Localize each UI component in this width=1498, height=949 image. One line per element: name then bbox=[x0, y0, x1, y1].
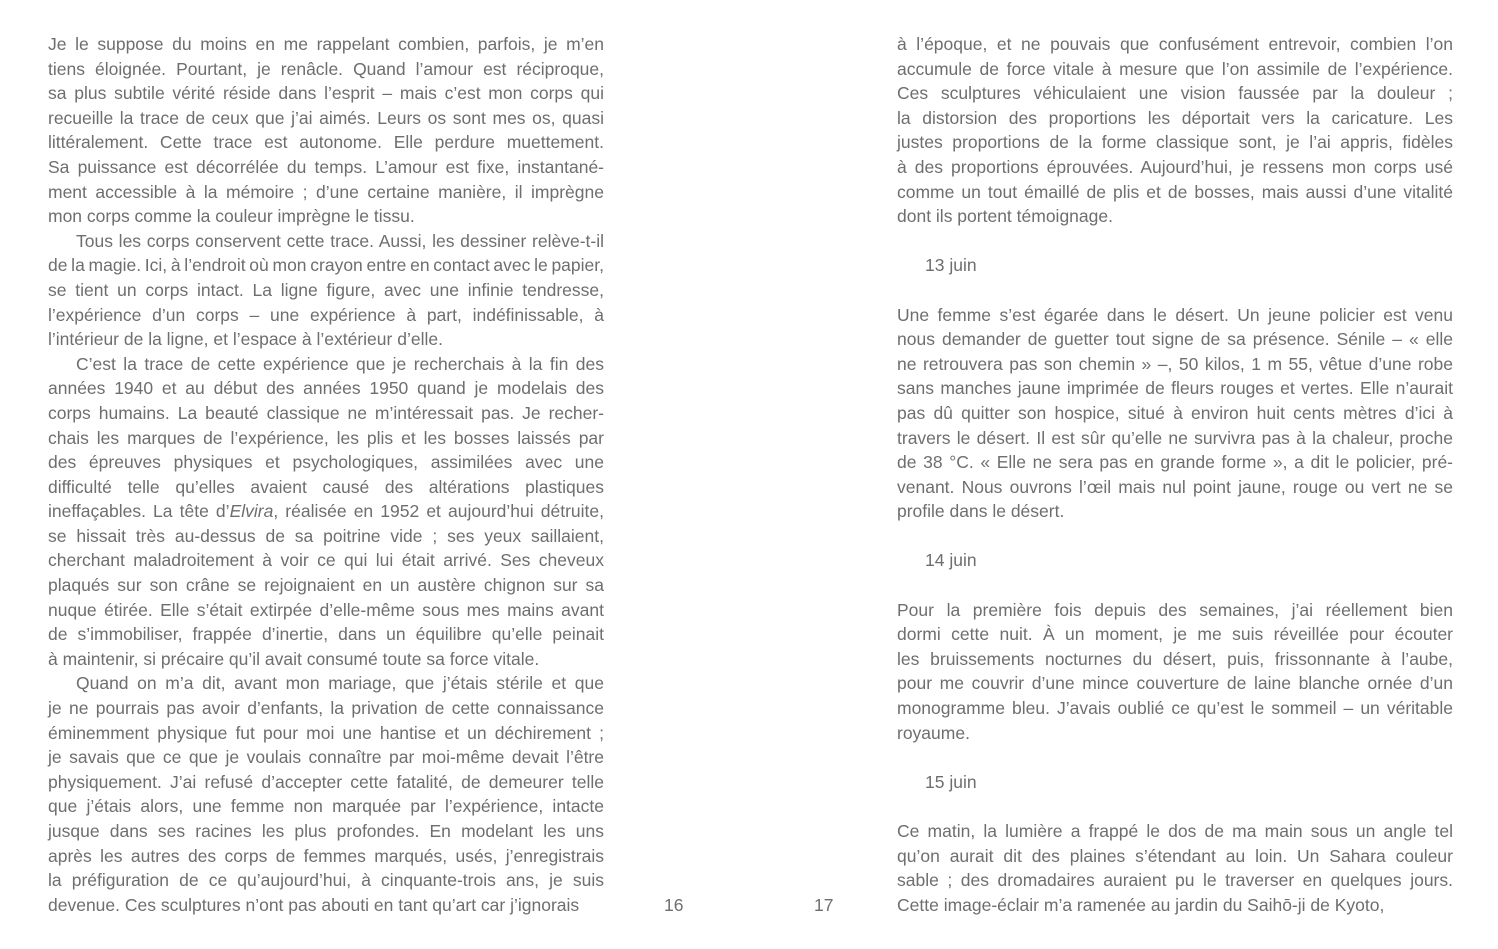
text-line: dormi cette nuit. À un moment, je me suis réveillée pour écouter bbox=[897, 624, 1453, 645]
text-line: que j’étais alors, une femme non marquée par l’expérience, intacte bbox=[48, 796, 604, 817]
text-line: mon corps comme la couleur imprègne le tissu. bbox=[48, 206, 415, 227]
text-line: se hissait très au-dessus de sa poitrine vide ; ses yeux saillaient, bbox=[48, 525, 604, 546]
right-page-text-column bbox=[897, 32, 1453, 917]
text-line: royaume. bbox=[897, 722, 970, 743]
text-line: Quand on m’a dit, avant mon mariage, que j’étais stérile et que bbox=[76, 673, 604, 694]
text-line: Ces sculptures véhiculaient une vision faussée par la douleur ; bbox=[897, 83, 1453, 104]
text-line: Pour la première fois depuis des semaines, j’ai réellement bien bbox=[897, 599, 1453, 620]
text-line: l’expérience d’un corps – une expérience à part, indéfinissable, à bbox=[48, 304, 604, 325]
text-line: physiquement. J’ai refusé d’accepter cette fatalité, de demeurer telle bbox=[48, 771, 604, 792]
paragraph bbox=[48, 352, 604, 672]
text-line: de la magie. Ici, à l’endroit où mon crayon entre en contact avec le papier, bbox=[48, 255, 604, 276]
text-line: années 1940 et au début des années 1950 quand je modelais des bbox=[48, 378, 604, 399]
text-line: comme un tout émaillé de plis et de bosses, mais aussi d’une vitalité bbox=[897, 181, 1453, 202]
text-line: de s’immobiliser, frappée d’inertie, dans un équilibre qu’elle peinait bbox=[48, 624, 604, 645]
text-line: jusque dans ses racines les plus profondes. En modelant les uns bbox=[48, 821, 604, 841]
text-line: tiens éloignée. Pourtant, je renâcle. Quand l’amour est réciproque, bbox=[48, 58, 604, 79]
page-number-right: 17 bbox=[814, 895, 834, 915]
text-line: plaqués sur son crâne se rejoignaient en un austère chignon sur sa bbox=[48, 575, 604, 596]
text-line: après les autres des corps de femmes marqués, usés, j’enregistrais bbox=[48, 845, 604, 866]
text-line: ment accessible à la mémoire ; d’une certaine manière, il imprègne bbox=[48, 181, 604, 202]
date-heading: 15 juin bbox=[925, 771, 977, 792]
text-line: à des proportions éprouvées. Aujourd’hui, je ressens mon corps usé bbox=[897, 156, 1453, 177]
paragraph bbox=[897, 32, 1453, 229]
text-line: Ce matin, la lumière a frappé le dos de ma main sous un angle tel bbox=[897, 821, 1453, 841]
text-line: Sa puissance est décorrélée du temps. L’amour est fixe, instantané- bbox=[48, 156, 604, 177]
text-line: je savais que ce que je voulais connaître par moi-même devait l’être bbox=[48, 747, 604, 768]
text-line: monogramme bleu. J’avais oublié ce qu’est le sommeil – un véritable bbox=[897, 698, 1453, 719]
date-heading: 14 juin bbox=[925, 550, 977, 571]
text-line: les bruissements nocturnes du désert, puis, frissonnante à l’aube, bbox=[897, 648, 1453, 669]
text-line: Je le suppose du moins en me rappelant combien, parfois, je m’en bbox=[48, 34, 604, 54]
text-line: recueille la trace de ceux que j’ai aimés. Leurs os sont mes os, quasi bbox=[48, 107, 604, 128]
text-line: Cette image-éclair m’a ramenée au jardin du Saihō-ji de Kyoto, bbox=[897, 894, 1385, 915]
text-line: se tient un corps intact. La ligne figure, avec une infinie tendresse, bbox=[48, 279, 604, 300]
text-line: pour me couvrir d’une mince couverture de laine blanche ornée d’un bbox=[897, 673, 1453, 694]
date-heading: 13 juin bbox=[925, 255, 977, 276]
text-line: de 38 °C. « Elle ne sera pas en grande forme », a dit le policier, pré- bbox=[897, 452, 1453, 473]
text-line: l’intérieur de la ligne, et l’espace à l’extérieur d’elle. bbox=[48, 329, 443, 350]
paragraph bbox=[897, 303, 1453, 524]
paragraph bbox=[48, 32, 604, 229]
text-line: Tous les corps conservent cette trace. Aussi, les dessiner relève-t-il bbox=[76, 230, 604, 251]
paragraph bbox=[48, 229, 604, 352]
text-line: dont ils portent témoignage. bbox=[897, 206, 1113, 227]
text-line: profile dans le désert. bbox=[897, 501, 1065, 522]
text-line: des épreuves physiques et psychologiques, assimilées avec une bbox=[48, 452, 604, 473]
text-line: la préfiguration de ce qu’aujourd’hui, à cinquante-trois ans, je suis bbox=[48, 870, 604, 891]
text-line: à l’époque, et ne pouvais que confusément entrevoir, combien l’on bbox=[897, 34, 1453, 54]
text-line: nous demander de guetter tout signe de sa présence. Sénile – « elle bbox=[897, 329, 1453, 350]
text-line: pas dû quitter son hospice, situé à environ huit cents mètres d’ici à bbox=[897, 402, 1453, 423]
text-line: ineffaçables. La tête d’Elvira, réalisée en 1952 et aujourd’hui détruite, bbox=[48, 501, 604, 522]
paragraph bbox=[897, 819, 1453, 917]
text-line: nuque étirée. Elle s’était extirpée d’elle-même sous mes mains avant bbox=[48, 599, 604, 620]
page-number-left: 16 bbox=[664, 895, 684, 915]
text-line: littéralement. Cette trace est autonome. Elle perdure muettement. bbox=[48, 132, 604, 153]
text-line: ne retrouvera pas son chemin » –, 50 kilos, 1 m 55, vêtue d’une robe bbox=[897, 353, 1453, 374]
text-line: chais les marques de l’expérience, les plis et les bosses laissés par bbox=[48, 427, 604, 448]
text-line: difficulté telle qu’elles avaient causé des altérations plastiques bbox=[48, 476, 604, 497]
text-line: qu’on aurait dit des plaines s’étendant au loin. Un Sahara couleur bbox=[897, 845, 1453, 866]
text-line: sans manches jaune imprimée de fleurs rouges et vertes. Elle n’aurait bbox=[897, 378, 1453, 399]
text-line: sa plus subtile vérité réside dans l’esprit – mais c’est mon corps qui bbox=[48, 83, 604, 104]
text-line: à maintenir, si précaire qu’il avait consumé toute sa force vitale. bbox=[48, 648, 540, 669]
text-line: justes proportions de la forme classique sont, je l’ai appris, fidèles bbox=[897, 132, 1453, 153]
text-line: corps humains. La beauté classique ne m’intéressait pas. Je recher- bbox=[48, 402, 604, 423]
paragraph bbox=[897, 598, 1453, 746]
text-line: cherchant maladroitement à voir ce qui lui était arrivé. Ses cheveux bbox=[48, 550, 604, 571]
text-line: sable ; des dromadaires auraient pu le traverser en quelques jours. bbox=[897, 870, 1453, 891]
text-line: venant. Nous ouvrons l’œil mais nul point jaune, rouge ou vert ne se bbox=[897, 476, 1453, 497]
paragraph bbox=[48, 671, 604, 917]
text-line: je ne pourrais pas avoir d’enfants, la privation de cette connaissance bbox=[48, 698, 604, 719]
text-line: travers le désert. Il est sûr qu’elle ne survivra pas à la chaleur, proche bbox=[897, 427, 1453, 448]
text-line: Une femme s’est égarée dans le désert. Un jeune policier est venu bbox=[897, 304, 1453, 325]
left-page-text-column bbox=[48, 32, 604, 917]
text-line: éminemment physique fut pour moi une hantise et un déchirement ; bbox=[48, 722, 604, 743]
text-line: la distorsion des proportions les déportait vers la caricature. Les bbox=[897, 107, 1453, 128]
text-line: devenue. Ces sculptures n’ont pas abouti en tant qu’art car j’ignorais bbox=[48, 894, 580, 915]
text-line: C’est la trace de cette expérience que je recherchais à la fin des bbox=[76, 353, 604, 374]
text-line: accumule de force vitale à mesure que l’on assimile de l’expérience. bbox=[897, 58, 1453, 79]
